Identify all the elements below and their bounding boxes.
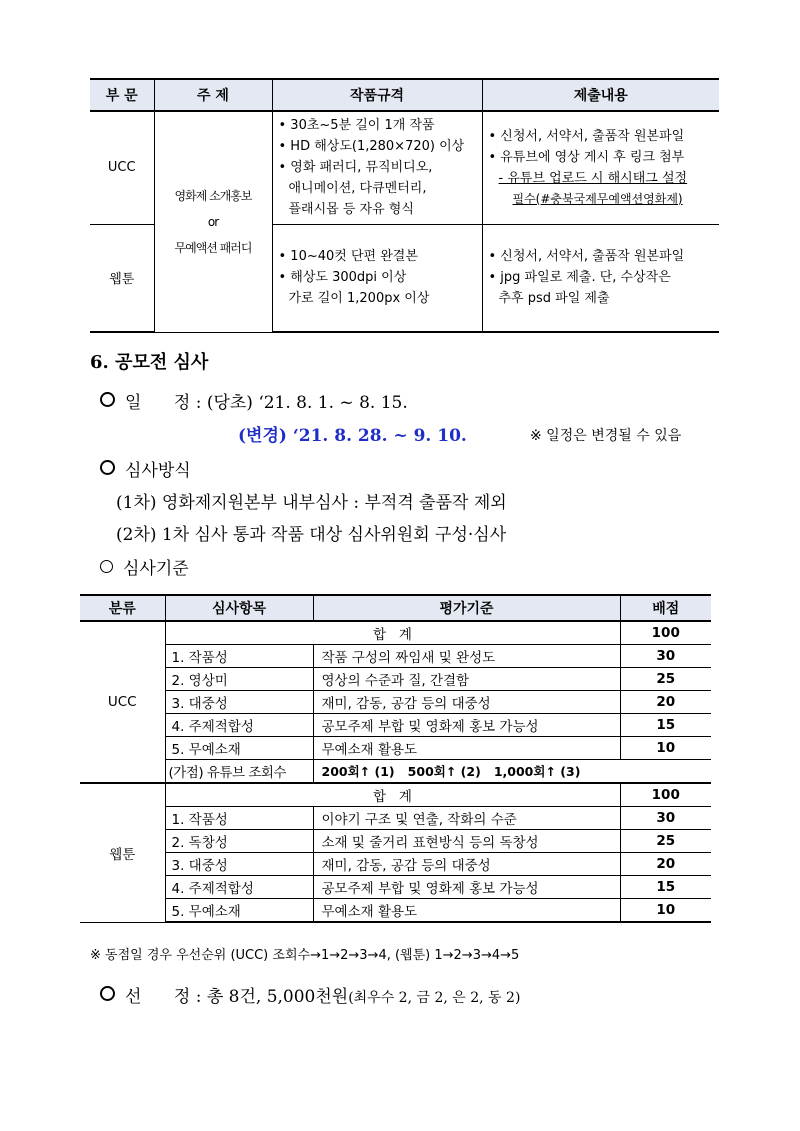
schedule-note: ※ 일정은 변경될 수 있음: [530, 428, 682, 444]
row-criteria: 작품 구성의 짜임새 및 완성도: [313, 645, 620, 668]
method-heading: [100, 456, 191, 481]
row-item: 2. 영상미: [165, 668, 313, 691]
bullet-circle-icon: [100, 560, 113, 573]
bullet-circle-icon: [100, 392, 115, 407]
row-criteria: 공모주제 부합 및 영화제 홍보 가능성: [313, 876, 620, 899]
table-row: [80, 899, 711, 923]
criteria-table: [80, 594, 711, 923]
ucc-spec-4: 애니메이션, 다큐멘터리,: [288, 181, 427, 197]
row-criteria: 영상의 수준과 질, 간결함: [313, 668, 620, 691]
row-item: 2. 독창성: [165, 830, 313, 853]
row-criteria: 재미, 감동, 공감 등의 대중성: [313, 853, 620, 876]
webtoon-class: 웹툰: [80, 783, 165, 922]
row-item: 4. 주제적합성: [165, 876, 313, 899]
ucc-submit: [482, 111, 719, 224]
row-item: 3. 대중성: [165, 691, 313, 714]
theme-cell: [154, 111, 272, 332]
method-step-2: (2차) 1차 심사 통과 작품 대상 심사위원회 구성·심사: [116, 525, 507, 545]
ucc-spec-5: 플래시몹 등 자유 형식: [288, 202, 414, 218]
row-points: 20: [620, 853, 711, 876]
method-label: 심사방식: [125, 461, 191, 481]
table-row: [80, 830, 711, 853]
header-theme: 주 제: [154, 79, 272, 111]
award-text: : 총 8건, 5,000천원: [195, 987, 349, 1007]
ucc-spec-2: • HD 해상도(1,280×720) 이상: [278, 139, 465, 155]
table-row: [80, 760, 711, 784]
theme-line-1: 영화제 소개홍보: [174, 188, 252, 203]
row-points: 10: [620, 899, 711, 923]
method-step-1: (1차) 영화제지원본부 내부심사 : 부적격 출품작 제외: [116, 493, 507, 513]
ucc-submit-2: • 유튜브에 영상 게시 후 링크 첨부: [488, 149, 685, 165]
theme-line-2: or: [207, 214, 219, 229]
table-row: [80, 645, 711, 668]
schedule-changed: (변경) ‘21. 8. 28. ~ 9. 10.: [238, 426, 467, 446]
schedule-label: 일 정: [125, 393, 191, 413]
ucc-class: UCC: [80, 621, 165, 783]
theme-line-3: 무예액션 패러디: [174, 240, 252, 255]
row-points: 25: [620, 830, 711, 853]
row-item: 1. 작품성: [165, 807, 313, 830]
row-item: 5. 무예소재: [165, 899, 313, 923]
award-label: 선 정: [125, 987, 191, 1007]
row-criteria: 공모주제 부합 및 영화제 홍보 가능성: [313, 714, 620, 737]
award-line: [100, 982, 520, 1007]
row-criteria: 무예소재 활용도: [313, 737, 620, 760]
header-class: 분류: [80, 595, 165, 621]
row-points: 30: [620, 645, 711, 668]
header-category: 부 문: [90, 79, 154, 111]
ucc-spec-1: • 30초~5분 길이 1개 작품: [278, 118, 435, 134]
row-criteria: 소재 및 줄거리 표현방식 등의 독창성: [313, 830, 620, 853]
ucc-submit-1: • 신청서, 서약서, 출품작 원본파일: [488, 128, 685, 144]
webtoon-spec-1: • 10~40컷 단편 완결본: [278, 249, 418, 265]
ucc-total-label: 합 계: [165, 621, 620, 645]
row-criteria: 이야기 구조 및 연출, 작화의 수준: [313, 807, 620, 830]
webtoon-category: 웹툰: [90, 224, 154, 332]
schedule-line: [100, 388, 408, 413]
webtoon-spec: [272, 224, 482, 332]
header-spec: 작품규격: [272, 79, 482, 111]
ucc-submit-3: - 유튜브 업로드 시 해시태그 설정: [498, 170, 688, 186]
ucc-category: UCC: [90, 111, 154, 224]
schedule-changed-line: [238, 421, 467, 446]
row-criteria: 무예소재 활용도: [313, 899, 620, 923]
row-item: 1. 작품성: [165, 645, 313, 668]
table-row: [80, 876, 711, 899]
row-points: 10: [620, 737, 711, 760]
row-points: 20: [620, 691, 711, 714]
row-points: 30: [620, 807, 711, 830]
ucc-spec-3: • 영화 패러디, 뮤직비디오,: [278, 160, 433, 176]
table-row: [80, 668, 711, 691]
ucc-spec: [272, 111, 482, 224]
table-row: [80, 807, 711, 830]
header-submit: 제출내용: [482, 79, 719, 111]
webtoon-submit: [482, 224, 719, 332]
schedule-original: : (당초) ‘21. 8. 1. ~ 8. 15.: [195, 393, 408, 413]
webtoon-submit-1: • 신청서, 서약서, 출품작 원본파일: [488, 249, 685, 265]
bullet-circle-icon: [100, 986, 115, 1001]
tie-break-note: ※ 동점일 경우 우선순위 (UCC) 조회수→1→2→3→4, (웹툰) 1→2→3→4→5: [90, 948, 520, 963]
row-criteria: 재미, 감동, 공감 등의 대중성: [313, 691, 620, 714]
webtoon-total: 100: [620, 783, 711, 807]
webtoon-submit-2: • jpg 파일로 제출. 단, 수상작은: [488, 270, 671, 286]
webtoon-spec-2: • 해상도 300dpi 이상: [278, 270, 407, 286]
table-row: [80, 853, 711, 876]
criteria-label: 심사기준: [123, 559, 189, 579]
webtoon-spec-3: 가로 길이 1,200px 이상: [288, 291, 430, 307]
criteria-heading: [100, 554, 189, 579]
row-item: 3. 대중성: [165, 853, 313, 876]
section-title: 6. 공모전 심사: [90, 352, 209, 373]
bonus-criteria: 200회↑ (1) 500회↑ (2) 1,000회↑ (3): [313, 760, 711, 784]
webtoon-total-label: 합 계: [165, 783, 620, 807]
webtoon-submit-3: 추후 psd 파일 제출: [498, 291, 610, 307]
row-points: 15: [620, 714, 711, 737]
row-points: 15: [620, 876, 711, 899]
ucc-total: 100: [620, 621, 711, 645]
submission-spec-table: [90, 78, 719, 333]
header-item: 심사항목: [165, 595, 313, 621]
bonus-item: (가점) 유튜브 조회수: [165, 760, 313, 784]
header-criteria: 평가기준: [313, 595, 620, 621]
table-row: [80, 691, 711, 714]
row-item: 5. 무예소재: [165, 737, 313, 760]
row-item: 4. 주제적합성: [165, 714, 313, 737]
award-detail: (최우수 2, 금 2, 은 2, 동 2): [348, 990, 521, 1006]
table-row: [80, 737, 711, 760]
ucc-submit-4: 필수(#충북국제무예액션영화제): [512, 191, 683, 206]
bullet-circle-icon: [100, 460, 115, 475]
row-points: 25: [620, 668, 711, 691]
header-points: 배점: [620, 595, 711, 621]
table-row: [80, 714, 711, 737]
